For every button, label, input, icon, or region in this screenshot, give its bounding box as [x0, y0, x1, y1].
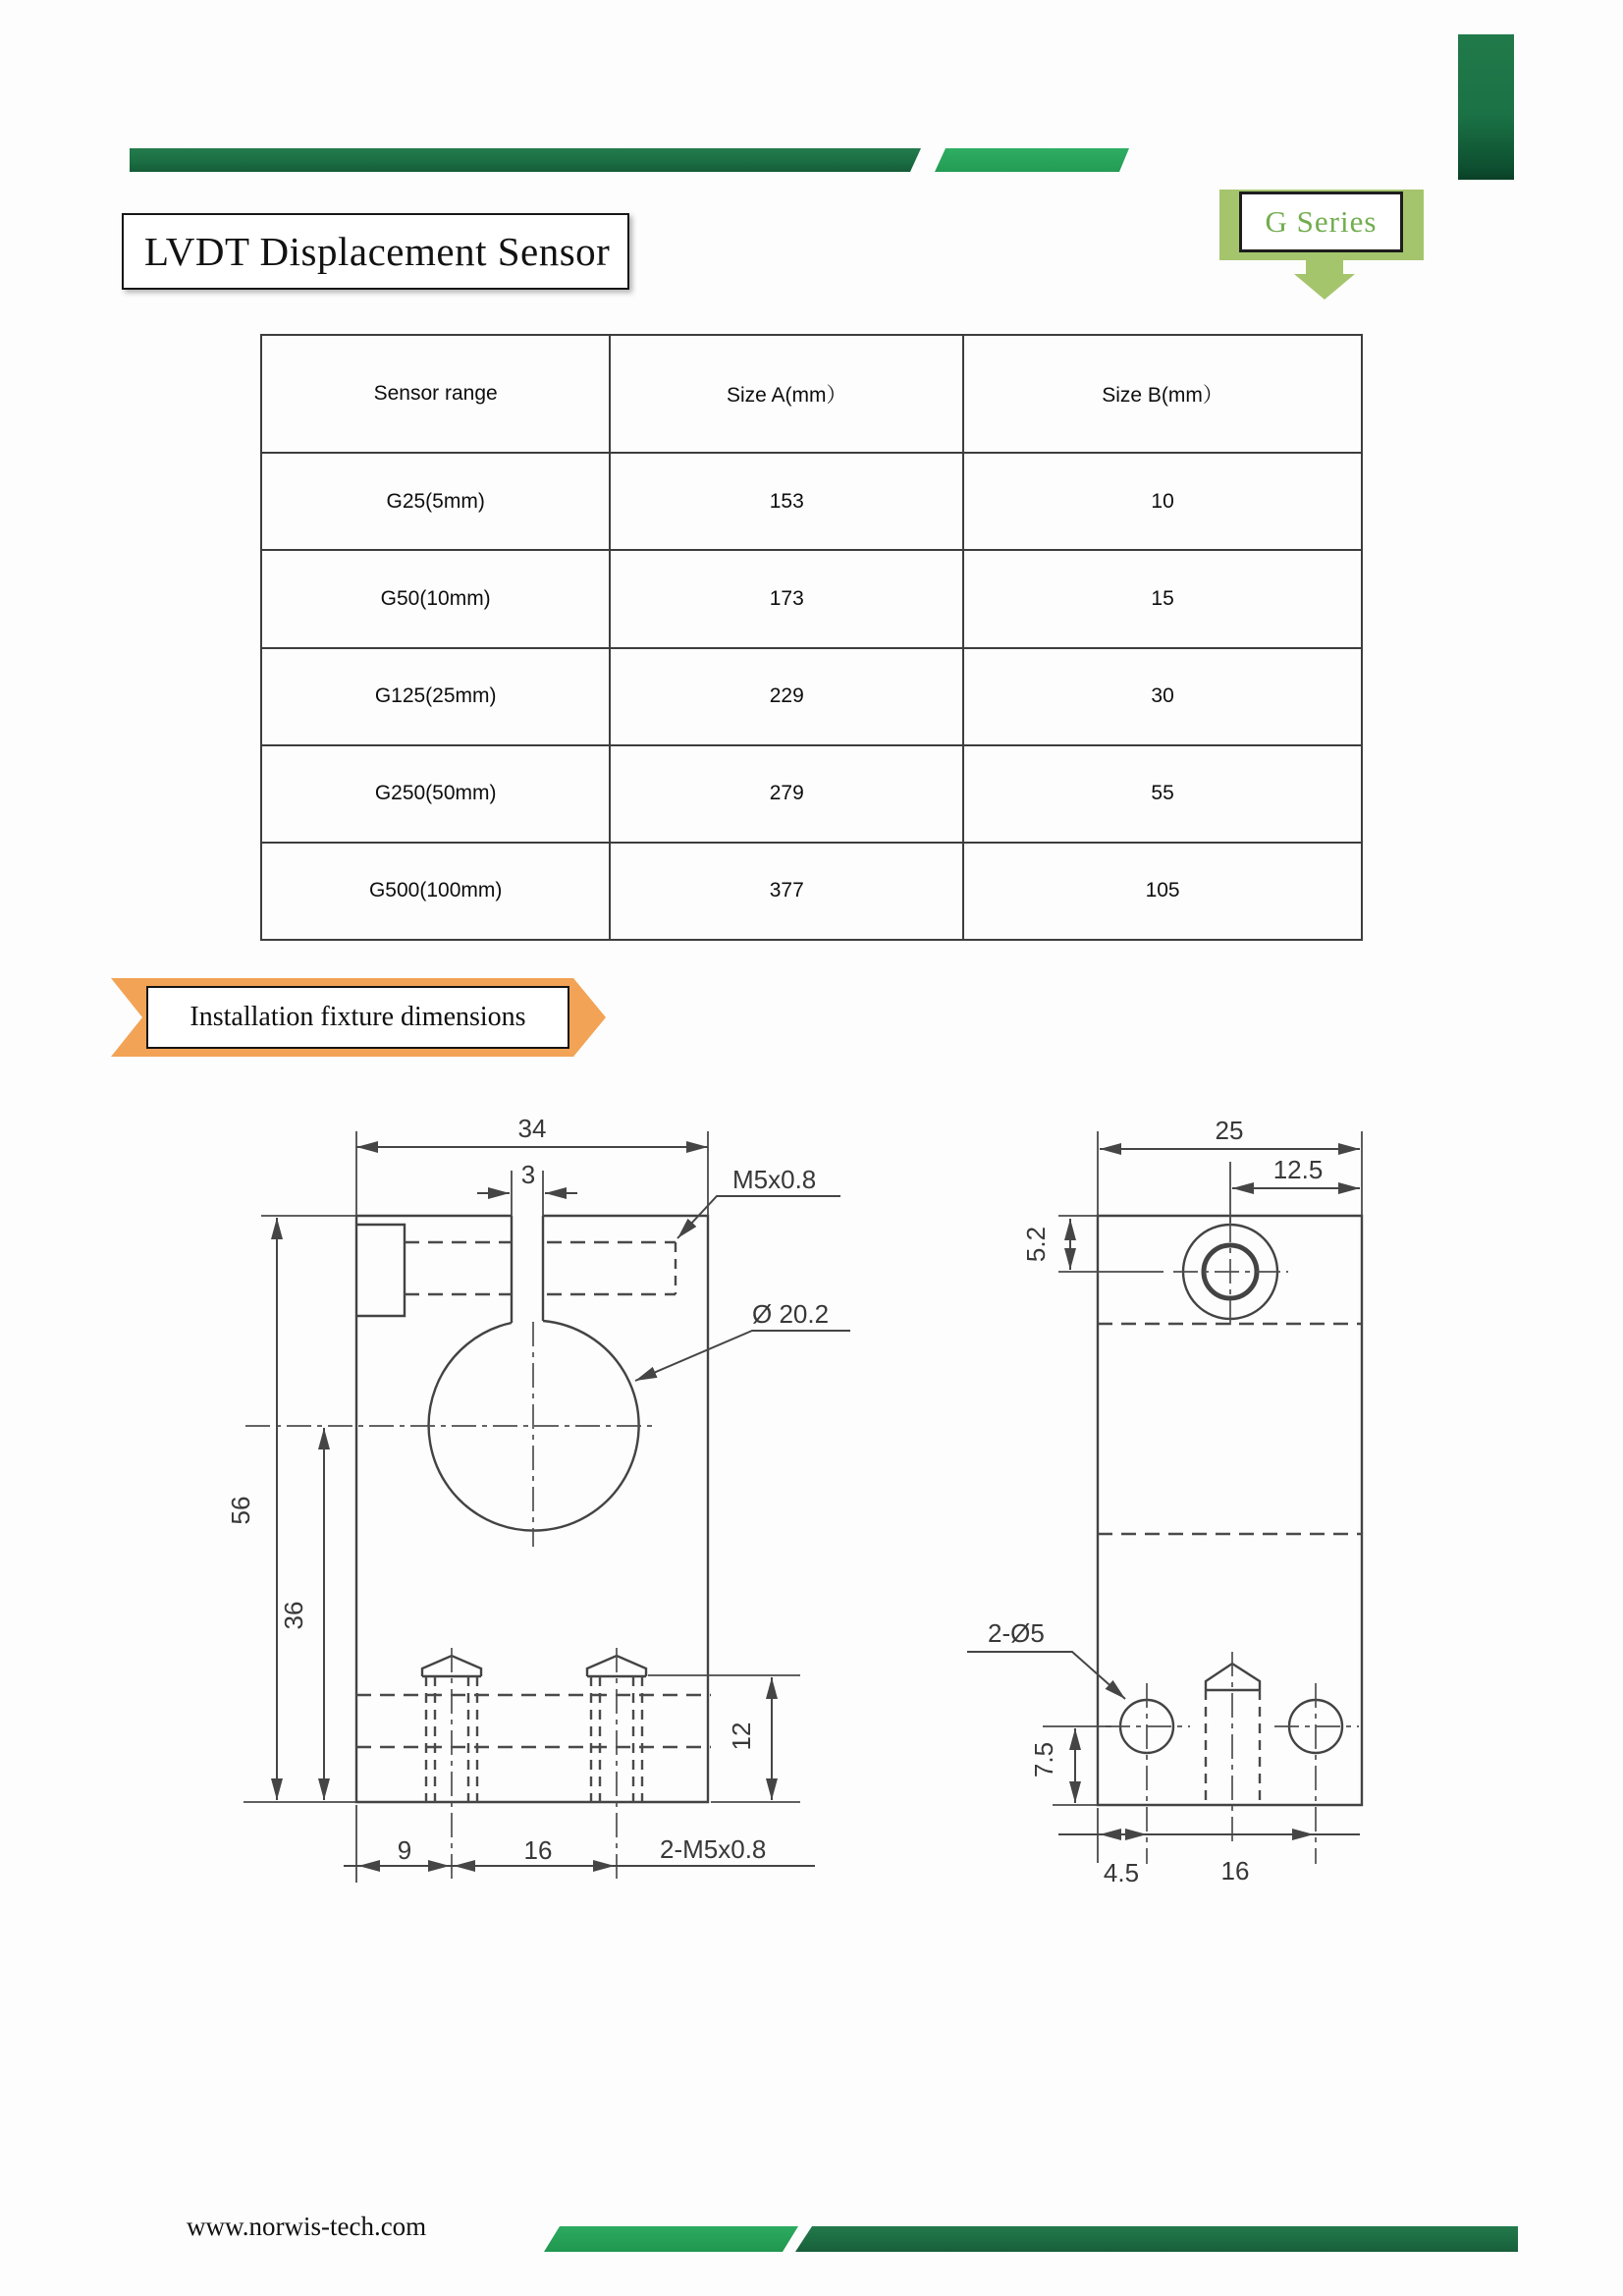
footer-url: www.norwis-tech.com	[187, 2212, 427, 2241]
table-cell: 55	[963, 745, 1362, 843]
table-cell: 105	[963, 843, 1362, 940]
table-cell: 15	[963, 550, 1362, 647]
table-cell: 229	[610, 648, 963, 745]
side-view-drawing	[967, 1116, 1362, 1887]
page-title: LVDT Displacement Sensor	[144, 229, 611, 274]
table-cell: 10	[963, 453, 1362, 550]
dim-side-width: 25	[1215, 1116, 1244, 1145]
column-header-size-a: Size A(mm）	[610, 335, 963, 453]
dim-side-hole-spacing: 16	[1220, 1856, 1250, 1886]
dim-side-edge-offset: 4.5	[1103, 1858, 1140, 1887]
dim-side-bottom-offset: 7.5	[1029, 1741, 1058, 1778]
dim-side-top-offset: 5.2	[1021, 1226, 1051, 1263]
table-cell: 279	[610, 745, 963, 843]
dim-front-width: 34	[517, 1114, 547, 1143]
table-cell: G500(100mm)	[261, 843, 610, 940]
footer-bar-dark	[795, 2226, 1518, 2252]
column-header-size-b: Size B(mm）	[963, 335, 1362, 453]
dim-side-holes: 2-Ø5	[988, 1618, 1045, 1648]
footer-bar-light	[544, 2226, 798, 2252]
table-cell: 173	[610, 550, 963, 647]
dim-front-edge-offset: 9	[397, 1835, 412, 1865]
table-cell: 377	[610, 843, 963, 940]
table-cell: G25(5mm)	[261, 453, 610, 550]
dim-front-center-height: 36	[279, 1601, 308, 1630]
section-banner-label: Installation fixture dimensions	[189, 1002, 526, 1032]
dim-side-hole-offset: 12.5	[1272, 1155, 1324, 1184]
table-cell: G50(10mm)	[261, 550, 610, 647]
table-cell: 153	[610, 453, 963, 550]
front-view-drawing	[226, 1114, 850, 1883]
dim-front-thread: M5x0.8	[732, 1165, 817, 1194]
table-cell: G250(50mm)	[261, 745, 610, 843]
table-cell: G125(25mm)	[261, 648, 610, 745]
dim-front-bore: Ø 20.2	[752, 1299, 830, 1329]
dim-front-thread-depth: 12	[727, 1722, 756, 1751]
dim-front-hole-spacing: 16	[523, 1835, 553, 1865]
dim-front-bottom-thread: 2-M5x0.8	[660, 1834, 767, 1864]
table-cell: 30	[963, 648, 1362, 745]
dim-front-height: 56	[226, 1496, 255, 1525]
series-badge-label: G Series	[1265, 204, 1378, 239]
column-header-sensor-range: Sensor range	[261, 335, 610, 453]
dim-front-slot: 3	[520, 1160, 536, 1189]
